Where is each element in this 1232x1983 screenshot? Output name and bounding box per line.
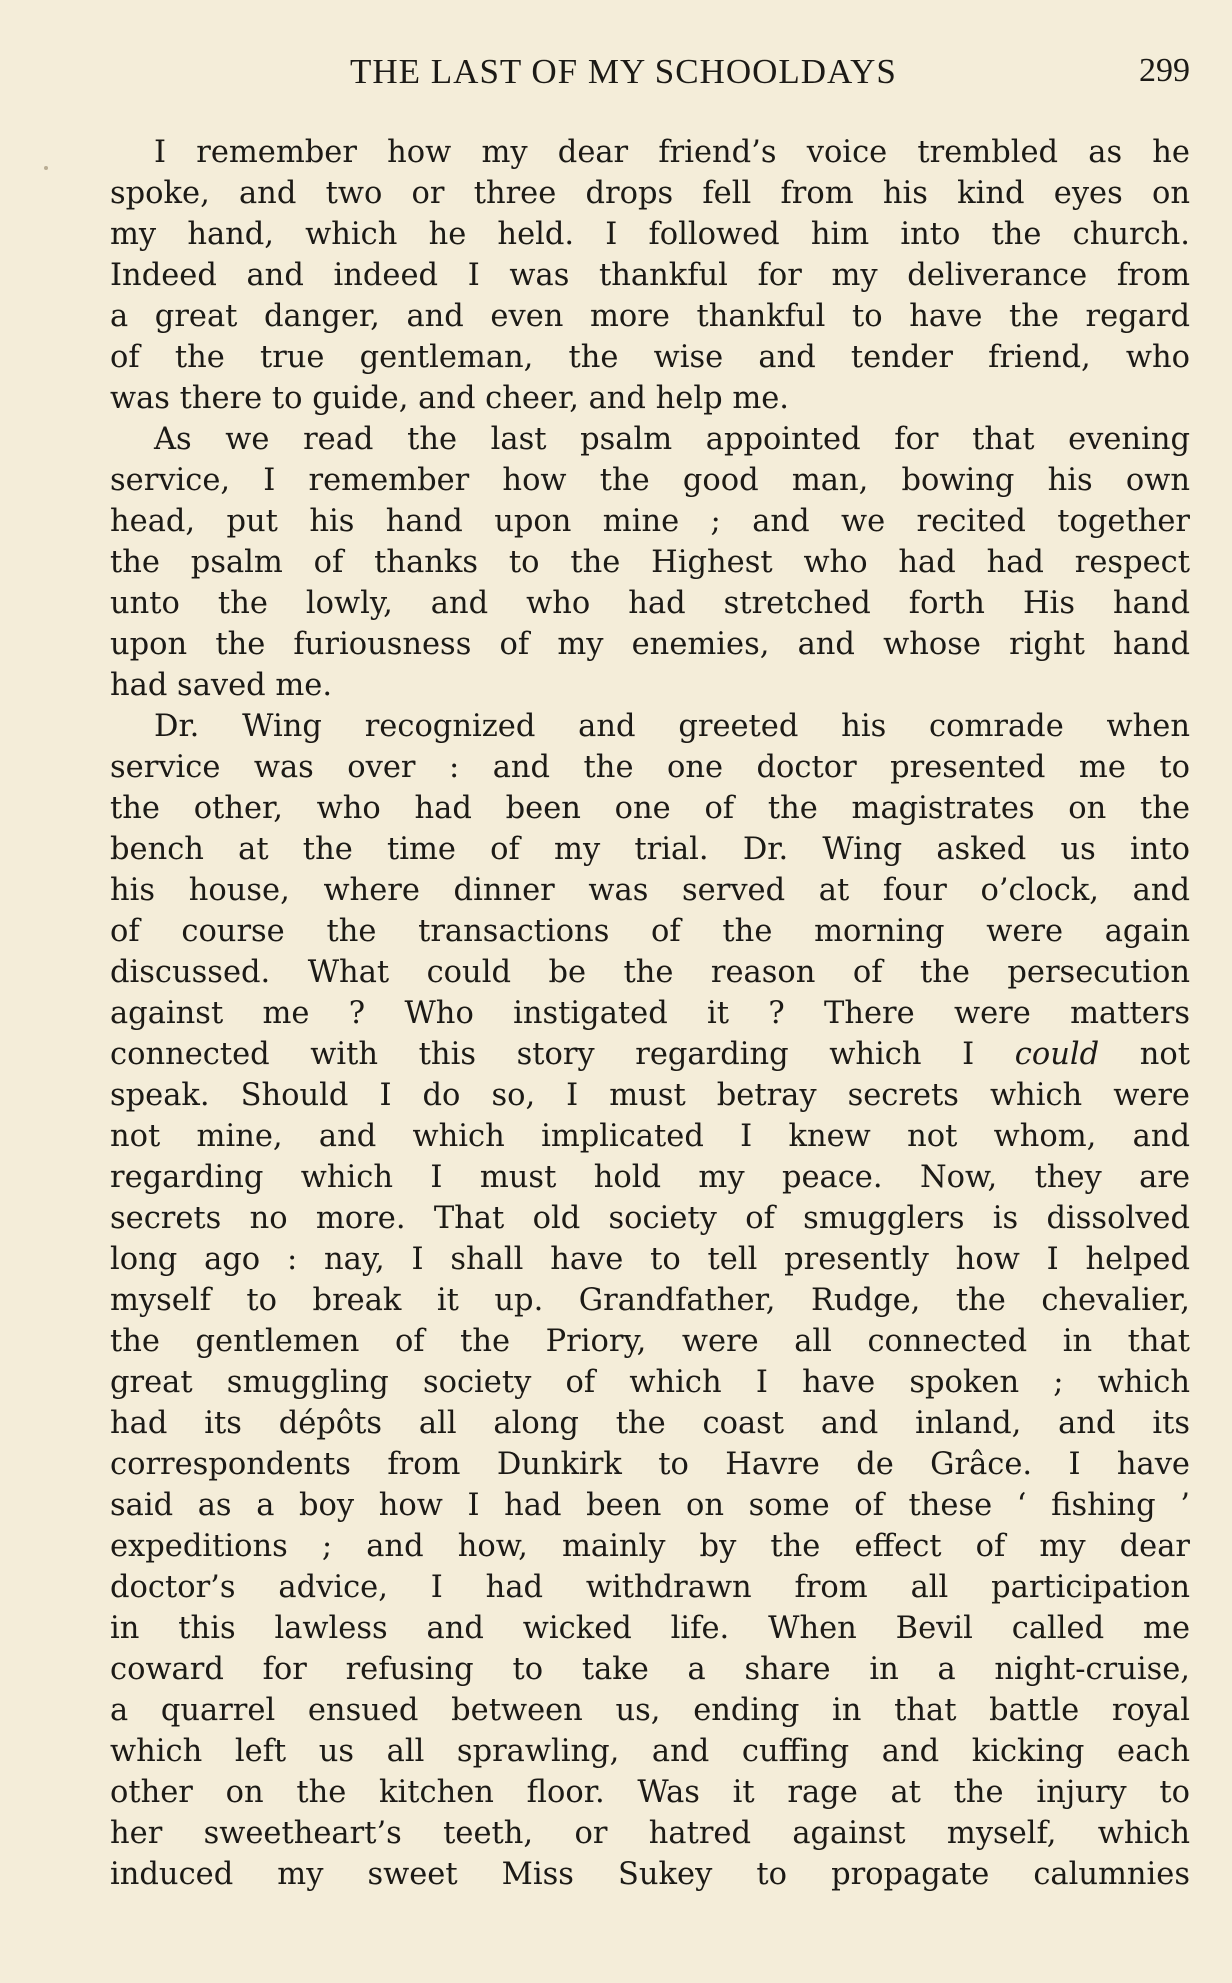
- text-line: had its dépôts all along the coast and inland, and its: [110, 1406, 1190, 1441]
- text-line: correspondents from Dunkirk to Havre de Grâce. I have: [110, 1447, 1190, 1482]
- line-text: connected with this story regarding which I: [110, 1037, 1015, 1072]
- page-number: 299: [1139, 52, 1190, 89]
- text-line: service was over : and the one doctor presented me to: [110, 750, 1190, 785]
- paragraph-1: [110, 132, 1190, 419]
- text-line: my hand, which he held. I followed him into the church.: [110, 217, 1190, 252]
- paper-speck: [44, 166, 48, 170]
- text-line: secrets no more. That old society of smugglers is dissolved: [110, 1201, 1190, 1236]
- text-line: of course the transactions of the morning were again: [110, 914, 1190, 949]
- text-line: the psalm of thanks to the Highest who had had respect: [110, 545, 1190, 580]
- text-line: induced my sweet Miss Sukey to propagate calumnies: [110, 1857, 1190, 1892]
- text-line: service, I remember how the good man, bowing his own: [110, 463, 1190, 498]
- italic-word: could: [1014, 1037, 1100, 1072]
- text-line: coward for refusing to take a share in a night-cruise,: [110, 1652, 1190, 1687]
- text-line: bench at the time of my trial. Dr. Wing asked us into: [110, 832, 1190, 867]
- text-line: had saved me.: [110, 668, 333, 703]
- text-line: against me ? Who instigated it ? There were matters: [110, 996, 1190, 1031]
- text-line: of the true gentleman, the wise and tender friend, who: [110, 340, 1190, 375]
- text-line: regarding which I must hold my peace. Now, they are: [110, 1160, 1190, 1195]
- text-line: said as a boy how I had been on some of these ‘ fishing ’: [110, 1488, 1190, 1523]
- text-line: spoke, and two or three drops fell from his kind eyes on: [110, 176, 1190, 211]
- body-text: [110, 132, 1190, 1895]
- text-line: was there to guide, and cheer, and help me.: [110, 381, 789, 416]
- text-line: the gentlemen of the Priory, were all connected in that: [110, 1324, 1190, 1359]
- text-line-with-italic: [110, 1034, 1190, 1075]
- text-line: discussed. What could be the reason of the persecution: [110, 955, 1190, 990]
- text-line: a quarrel ensued between us, ending in that battle royal: [110, 1693, 1190, 1728]
- text-line: a great danger, and even more thankful to have the regard: [110, 299, 1190, 334]
- text-line: unto the lowly, and who had stretched forth His hand: [110, 586, 1190, 621]
- text-line: in this lawless and wicked life. When Bevil called me: [110, 1611, 1190, 1646]
- text-line: not mine, and which implicated I knew not whom, and: [110, 1119, 1190, 1154]
- running-title: THE LAST OF MY SCHOOLDAYS: [350, 52, 897, 91]
- text-line: the other, who had been one of the magistrates on the: [110, 791, 1190, 826]
- paragraph-3: [110, 706, 1190, 1895]
- text-line: his house, where dinner was served at four o’clock, and: [110, 873, 1190, 908]
- text-line: head, put his hand upon mine ; and we recited together: [110, 504, 1190, 539]
- text-line: her sweetheart’s teeth, or hatred against myself, which: [110, 1816, 1190, 1851]
- text-line: long ago : nay, I shall have to tell presently how I helped: [110, 1242, 1190, 1277]
- paragraph-2: [110, 419, 1190, 706]
- line-text: not: [1099, 1037, 1190, 1072]
- page-header: [110, 52, 1190, 104]
- text-line: which left us all sprawling, and cuffing and kicking each: [110, 1734, 1190, 1769]
- text-line: great smuggling society of which I have spoken ; which: [110, 1365, 1190, 1400]
- text-line: other on the kitchen floor. Was it rage at the injury to: [110, 1775, 1190, 1810]
- text-line: As we read the last psalm appointed for that evening: [154, 422, 1190, 457]
- text-line: Dr. Wing recognized and greeted his comrade when: [154, 709, 1190, 744]
- text-line: expeditions ; and how, mainly by the effect of my dear: [110, 1529, 1190, 1564]
- text-line: upon the furiousness of my enemies, and whose right hand: [110, 627, 1190, 662]
- text-line: Indeed and indeed I was thankful for my deliverance from: [110, 258, 1190, 293]
- text-line: speak. Should I do so, I must betray secrets which were: [110, 1078, 1190, 1113]
- text-line: doctor’s advice, I had withdrawn from all participation: [110, 1570, 1190, 1605]
- text-line: I remember how my dear friend’s voice trembled as he: [154, 135, 1190, 170]
- text-line: myself to break it up. Grandfather, Rudge, the chevalier,: [110, 1283, 1190, 1318]
